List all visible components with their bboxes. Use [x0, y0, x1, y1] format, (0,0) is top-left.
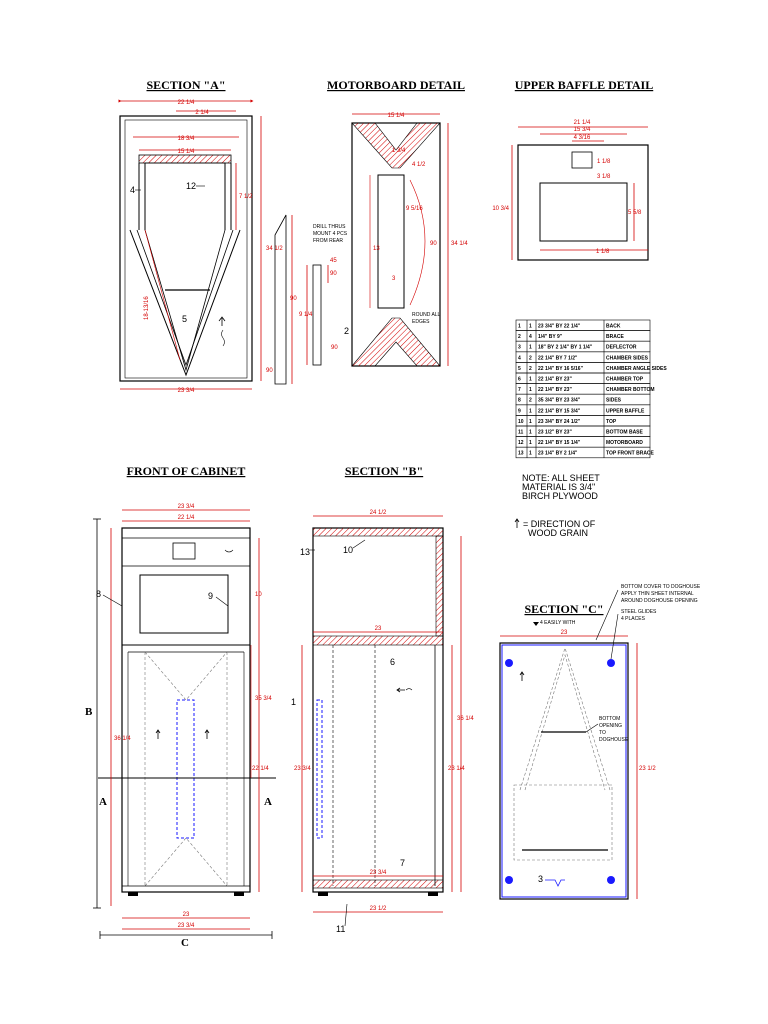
table-cell: UPPER BAFFLE: [606, 408, 645, 415]
dim-f-7: 23: [182, 912, 190, 918]
dim-b-4: 23 1/4: [448, 766, 465, 772]
mb-note-2: MOUNT 4 PCS: [313, 231, 348, 237]
table-cell: 8: [518, 397, 521, 404]
glide-icon: [505, 659, 513, 667]
dim-b-5: 23 3/4: [294, 766, 311, 772]
part-label-11: 11: [336, 924, 346, 934]
part-label-12: 12: [186, 181, 197, 191]
table-cell: 23 1/4" BY 2 1/4": [538, 450, 578, 457]
dim-a-brace: 90: [290, 296, 297, 302]
note-grain-2: WOOD GRAIN: [528, 528, 588, 538]
table-cell: CHAMBER ANGLE SIDES: [606, 365, 667, 372]
front-view: [85, 504, 276, 949]
dim-mb-4: 9 5/16: [406, 206, 423, 212]
dim-ub-8: 1 1/8: [596, 249, 610, 255]
dim-side-1: 9 1/4: [299, 312, 313, 318]
mb-note-5: EDGES: [412, 319, 430, 325]
section-b-view: [291, 510, 474, 934]
table-cell: 1: [529, 344, 532, 351]
dim-ub-5: 3 1/8: [597, 174, 611, 180]
dim-a-2: 2 1/4: [195, 110, 209, 116]
part-label-3: 3: [538, 874, 544, 884]
sc-sub: 4 EASILY WITH: [540, 620, 576, 626]
table-cell: 3: [518, 344, 521, 351]
sc-note-7: OPENING: [599, 723, 623, 729]
dim-a-3: 18 3/4: [177, 136, 195, 142]
table-cell: DEFLECTOR: [606, 344, 637, 351]
table-cell: 35 3/4" BY 23 3/4": [538, 397, 581, 404]
dim-side-2: 90: [330, 271, 337, 277]
table-cell: 5: [518, 365, 521, 372]
mb-note-4: ROUND ALL: [412, 312, 441, 318]
dim-side-4: 45: [330, 258, 337, 264]
cut-label-a-right: A: [264, 796, 272, 808]
glide-icon: [607, 659, 615, 667]
table-cell: 22 1/4" BY 16 5/16": [538, 365, 583, 372]
dim-f-5: 22 1/4: [252, 766, 269, 772]
table-cell: 1: [529, 450, 532, 457]
sc-note-1: BOTTOM COVER TO DOGHOUSE: [621, 584, 701, 590]
table-cell: 2: [529, 355, 532, 362]
dim-a-5: 7 1/2: [239, 194, 253, 200]
table-cell: BRACE: [606, 334, 624, 341]
upper-baffle-view: [492, 120, 648, 260]
dim-ub-1: 21 1/4: [573, 120, 591, 126]
dim-a-brace-2: 90: [266, 368, 273, 374]
table-cell: CHAMBER BOTTOM: [606, 387, 655, 394]
dim-f-3: 10: [255, 592, 262, 598]
table-cell: 6: [518, 376, 521, 383]
dim-ub-7: 5 5/8: [628, 210, 642, 216]
sc-note-2: APPLY THIN SHEET INTERNAL: [621, 591, 694, 597]
table-cell: MOTORBOARD: [606, 440, 643, 447]
dim-mb-7: 34 1/4: [451, 241, 468, 247]
dim-side-3: 90: [331, 345, 338, 351]
table-cell: 4: [518, 355, 521, 362]
grain-arrow-icon: [515, 519, 519, 528]
table-cell: 1/4" BY 9": [538, 334, 563, 341]
section-c-view: [500, 584, 701, 899]
dim-mb-5: 13: [373, 246, 380, 252]
table-cell: 1: [529, 418, 532, 425]
dim-f-6: 36 1/4: [114, 736, 131, 742]
note-sheet-3: BIRCH PLYWOOD: [522, 491, 598, 501]
sc-note-3: AROUND DOGHOUSE OPENING: [621, 598, 698, 604]
glide-icon: [505, 876, 513, 884]
dim-b-1: 24 1/2: [369, 510, 387, 516]
table-cell: TOP: [606, 418, 617, 425]
glide-icon: [607, 876, 615, 884]
table-cell: 23 3/4" BY 22 1/4": [538, 323, 581, 330]
dim-a-8: 34 1/2: [266, 246, 283, 252]
table-cell: 7: [518, 387, 521, 394]
dim-a-7: 23 3/4: [177, 388, 195, 394]
part-label-10: 10: [343, 545, 354, 555]
dim-a-width: 22 1/4: [177, 100, 195, 106]
dim-b-7: 23 1/2: [369, 906, 387, 912]
dim-a-6: 18-13/16: [144, 296, 150, 320]
table-cell: 2: [518, 334, 521, 341]
dim-f-8: 23 3/4: [177, 923, 195, 929]
sc-note-8: TO: [599, 730, 606, 736]
table-cell: 1: [529, 387, 532, 394]
table-cell: BACK: [606, 323, 621, 330]
mb-note-3: FROM REAR: [313, 238, 343, 244]
table-cell: SIDES: [606, 397, 622, 404]
parts-table: [516, 320, 667, 458]
dim-ub-3: 4 3/16: [573, 135, 591, 141]
part-label-4: 4: [130, 185, 136, 195]
note-sheet-2: MATERIAL IS 3/4": [522, 482, 596, 492]
dim-mb-8: 3: [392, 276, 396, 282]
cut-label-b: B: [85, 706, 93, 718]
table-cell: 1: [529, 429, 532, 436]
table-cell: 23 1/2" BY 23": [538, 429, 572, 436]
part-label-7: 7: [400, 858, 406, 868]
sc-note-6: BOTTOM: [599, 716, 621, 722]
dim-b-6: 23 3/4: [369, 870, 387, 876]
table-cell: 11: [518, 429, 524, 436]
dim-c-1: 23: [560, 630, 568, 636]
table-cell: CHAMBER TOP: [606, 376, 644, 383]
table-cell: 22 1/4" BY 15 3/4": [538, 408, 581, 415]
mb-note-1: DRILL THRUS: [313, 224, 346, 230]
part-label-2: 2: [344, 326, 350, 336]
table-cell: 9: [518, 408, 521, 415]
cut-label-c: C: [181, 937, 189, 949]
dim-b-2: 23: [374, 626, 382, 632]
title-section-c: SECTION "C": [524, 602, 604, 616]
dim-mb-2: 1 3/4: [392, 148, 406, 154]
table-cell: 22 1/4" BY 23": [538, 387, 572, 394]
dim-f-1: 23 3/4: [177, 504, 195, 510]
table-cell: 1: [529, 440, 532, 447]
sc-note-5: 4 PLACES: [621, 616, 645, 622]
table-cell: 1: [529, 376, 532, 383]
dim-f-4: 35 3/4: [255, 696, 272, 702]
title-motorboard-detail: MOTORBOARD DETAIL: [327, 78, 465, 92]
table-cell: BOTTOM BASE: [606, 429, 643, 436]
sc-note-9: DOGHOUSE: [599, 737, 629, 743]
note-sheet-1: NOTE: ALL SHEET: [522, 473, 600, 483]
dim-f-2: 22 1/4: [177, 515, 195, 521]
table-cell: 2: [529, 397, 532, 404]
table-cell: 4: [529, 334, 532, 341]
cut-label-a-left: A: [99, 796, 107, 808]
title-section-b: SECTION "B": [344, 464, 424, 478]
table-cell: 22 1/4" BY 15 1/4": [538, 440, 581, 447]
table-cell: TOP FRONT BRACE: [606, 450, 654, 457]
table-cell: 23 3/4" BY 24 1/2": [538, 418, 581, 425]
part-label-5: 5: [182, 314, 188, 324]
dim-mb-1: 15 1/4: [387, 113, 405, 119]
dim-mb-3: 4 1/2: [412, 162, 426, 168]
table-cell: 22 1/4" BY 7 1/2": [538, 355, 578, 362]
part-label-9: 9: [208, 591, 214, 601]
title-section-a: SECTION "A": [146, 78, 226, 92]
part-label-6: 6: [390, 657, 396, 667]
part-label-8: 8: [96, 589, 102, 599]
note-grain-1: = DIRECTION OF: [523, 519, 596, 529]
dim-c-2: 23 1/2: [639, 766, 656, 772]
motorboard-view: [313, 113, 468, 366]
dim-ub-6: 10 3/4: [492, 206, 509, 212]
table-cell: 12: [518, 440, 524, 447]
table-cell: 1: [529, 323, 532, 330]
dim-ub-2: 15 3/4: [573, 127, 591, 133]
table-cell: 18" BY 2 1/4" BY 1 1/4": [538, 344, 593, 351]
dim-a-4: 15 1/4: [177, 149, 195, 155]
section-a-view: [120, 100, 338, 394]
title-front-of-cabinet: FRONT OF CABINET: [126, 464, 246, 478]
title-upper-baffle-detail: UPPER BAFFLE DETAIL: [514, 78, 654, 92]
part-label-13: 13: [300, 547, 311, 557]
dim-b-3: 36 1/4: [457, 716, 474, 722]
table-cell: 10: [518, 418, 524, 425]
part-label-1: 1: [291, 697, 297, 707]
dim-mb-6: 90: [430, 241, 437, 247]
table-cell: CHAMBER SIDES: [606, 355, 648, 362]
table-cell: 1: [518, 323, 521, 330]
table-cell: 2: [529, 365, 532, 372]
table-cell: 13: [518, 450, 524, 457]
table-cell: 1: [529, 408, 532, 415]
sc-note-4: STEEL GLIDES: [621, 609, 657, 615]
dim-ub-4: 1 1/8: [597, 159, 611, 165]
table-cell: 22 1/4" BY 23": [538, 376, 572, 383]
